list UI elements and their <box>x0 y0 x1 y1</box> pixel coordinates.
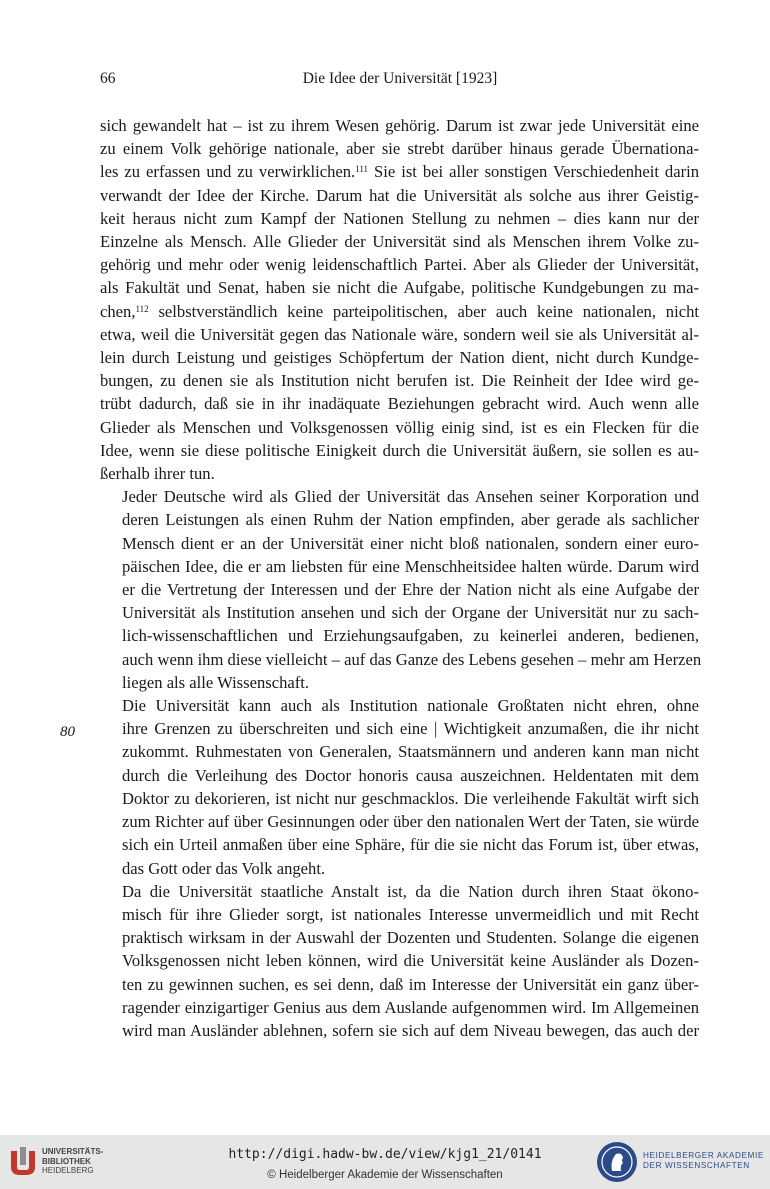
paragraph <box>100 880 699 1042</box>
text-line: sich ein Urteil anmaßen über eine Sphäre, für die sie nicht das Forum ist, über etwas, <box>122 835 699 855</box>
academy-name: HEIDELBERGER AKADEMIE DER WISSENSCHAFTEN <box>643 1151 764 1170</box>
text-line: gehörig und mehr oder wenig leidenschaftlich Partei. Aber als Glieder der Universität, <box>100 255 699 275</box>
university-library-name: UNIVERSITÄTS- BIBLIOTHEK HEIDELBERG <box>42 1147 104 1175</box>
text-line: Volksgenossen nicht leben können, wird die Universität keine Ausländer als Dozen- <box>122 951 699 971</box>
text-line: ragender einzigartiger Genius aus dem Auslande aufgenommen wird. Im Allgemeinen <box>122 997 699 1017</box>
page-number: 66 <box>100 70 116 87</box>
text-line: er die Vertretung der Interessen und der Ehre der Nation nicht als eine Aufgabe der <box>122 580 699 600</box>
text-line: les zu erfassen und zu verwirklichen.$^{111}$ Sie ist bei aller sonstigen Verschiedenheit darin <box>100 162 700 182</box>
paragraph <box>100 694 699 880</box>
text-line: auch wenn ihm diese vielleicht – auf das Ganze des Lebens gesehen – mehr am Herzen <box>122 649 702 669</box>
text-line: deren Leistungen als einen Ruhm der Nation empfinden, aber gerade als sachlicher <box>122 510 699 530</box>
text-line: Jeder Deutsche wird als Glied der Universität das Ansehen seiner Korporation und <box>122 487 699 507</box>
text-line: verwandt der Idee der Kirche. Darum hat die Universität als solche aus ihrer Geistig- <box>100 185 699 205</box>
text-line: lein durch Leistung und geistiges Schöpfertum der Nation dient, nicht durch Kundge- <box>100 348 699 368</box>
text-line: Glieder als Menschen und Volksgenossen völlig einig sind, ist es ein Flecken für die <box>100 417 699 437</box>
text-line: lich-wissenschaftlichen und Erziehungsaufgaben, zu keinerlei anderen, bedienen, <box>122 626 699 646</box>
text-line: misch für ihre Glieder sorgt, ist nationales Interesse unvermeidlich und mit Recht <box>122 904 699 924</box>
text-line: ßerhalb ihrer tun. <box>100 464 215 484</box>
text-line: Einzelne als Mensch. Alle Glieder der Universität sind als Menschen ihrem Volke zu- <box>100 232 699 252</box>
text-line: praktisch wirksam in der Auswahl der Dozenten und Studenten. Solange die eigenen <box>122 928 699 948</box>
text-line: Die Universität kann auch als Institution nationale Großtaten nicht ehren, ohne <box>122 696 699 716</box>
copyright-notice: © Heidelberger Akademie der Wissenschaften <box>267 1169 503 1181</box>
text-line: ten zu gewinnen suchen, es sei denn, daß im Interesse der Universität ein ganz über- <box>122 974 699 994</box>
text-line: trübt dadurch, daß sie in ihr inadäquate Beziehungen gebracht wird. Auch wenn alle <box>100 394 699 414</box>
text-line: bungen, zu denen sie als Institution nicht berufen ist. Die Reinheit der Idee wird ge- <box>100 371 699 391</box>
text-line: etwa, weil die Universität gegen das Nationale wäre, sondern weil sie als Universität al- <box>100 324 699 344</box>
footnote-marker[interactable]: 112 <box>135 303 149 314</box>
text-line: zum Richter auf über Gesinnungen oder über den nationalen Wert der Taten, sie würde <box>122 812 699 832</box>
text-line: Mensch dient er an der Universität einer nicht bloß nationalen, sondern einer euro- <box>122 533 699 553</box>
text-line: zukommt. Ruhmestaten von Generalen, Staatsmännern und anderen kann man nicht <box>122 742 699 762</box>
text-line: das Gott oder das Volk angeht. <box>122 858 326 878</box>
academy-seal-icon <box>596 1141 638 1183</box>
text-line: zu einem Volk gehörige nationale, aber sie strebt darüber hinaus gerade Übernationa- <box>100 139 699 159</box>
text-line: durch die Verleihung des Doctor honoris causa auszeichnen. Heldentaten mit dem <box>122 765 699 785</box>
text-line: Da die Universität staatliche Anstalt ist, da die Nation durch ihren Staat ökono- <box>122 881 699 901</box>
paragraph <box>100 114 699 485</box>
footnote-marker[interactable]: 111 <box>355 164 369 175</box>
text-line: chen,$^{112}$ selbstverständlich keine parteipolitischen, aber auch keine nationalen, nicht <box>100 301 699 321</box>
text-line: als Fakultät und Senat, haben sie nicht die Aufgabe, politische Kundgebungen zu ma- <box>100 278 699 298</box>
text-line: ihre Grenzen zu überschreiten und sich eine | Wichtigkeit anzumaßen, die ihr nicht <box>122 719 699 739</box>
margin-page-number: 80 <box>60 724 75 740</box>
body-text <box>100 114 702 1042</box>
text-line: keit heraus nicht zum Kampf der Nationen Stellung zu nehmen – dies kann nur der <box>100 208 699 228</box>
text-line: päischen Idee, die er am liebsten für eine Menschheitsidee halten würde. Darum wird <box>122 556 699 576</box>
text-line: liegen als alle Wissenschaft. <box>122 672 310 692</box>
text-line: Doktor zu dekorieren, ist nicht nur geschmacklos. Die verleihende Fakultät wirft sich <box>122 788 699 808</box>
paragraph <box>100 485 702 694</box>
source-url-link[interactable]: http://digi.hadw-bw.de/view/kjg1_21/0141 <box>228 1147 542 1162</box>
running-title: Die Idee der Universität [1923] <box>302 70 498 87</box>
text-line: Idee, wenn sie diese politische Einigkeit durch die Universität äußern, sie sollen es au- <box>100 440 699 460</box>
text-line: Universität als Institution ansehen und sich der Organe der Universität nur zu sach- <box>122 603 699 623</box>
text-line: sich gewandelt hat – ist zu ihrem Wesen gehörig. Darum ist zwar jede Universität eine <box>100 116 699 135</box>
footer-bar <box>0 1135 770 1189</box>
text-line: wird man Ausländer ablehnen, sofern sie sich auf dem Niveau bewegen, das auch der <box>122 1020 699 1040</box>
running-header <box>100 70 700 92</box>
